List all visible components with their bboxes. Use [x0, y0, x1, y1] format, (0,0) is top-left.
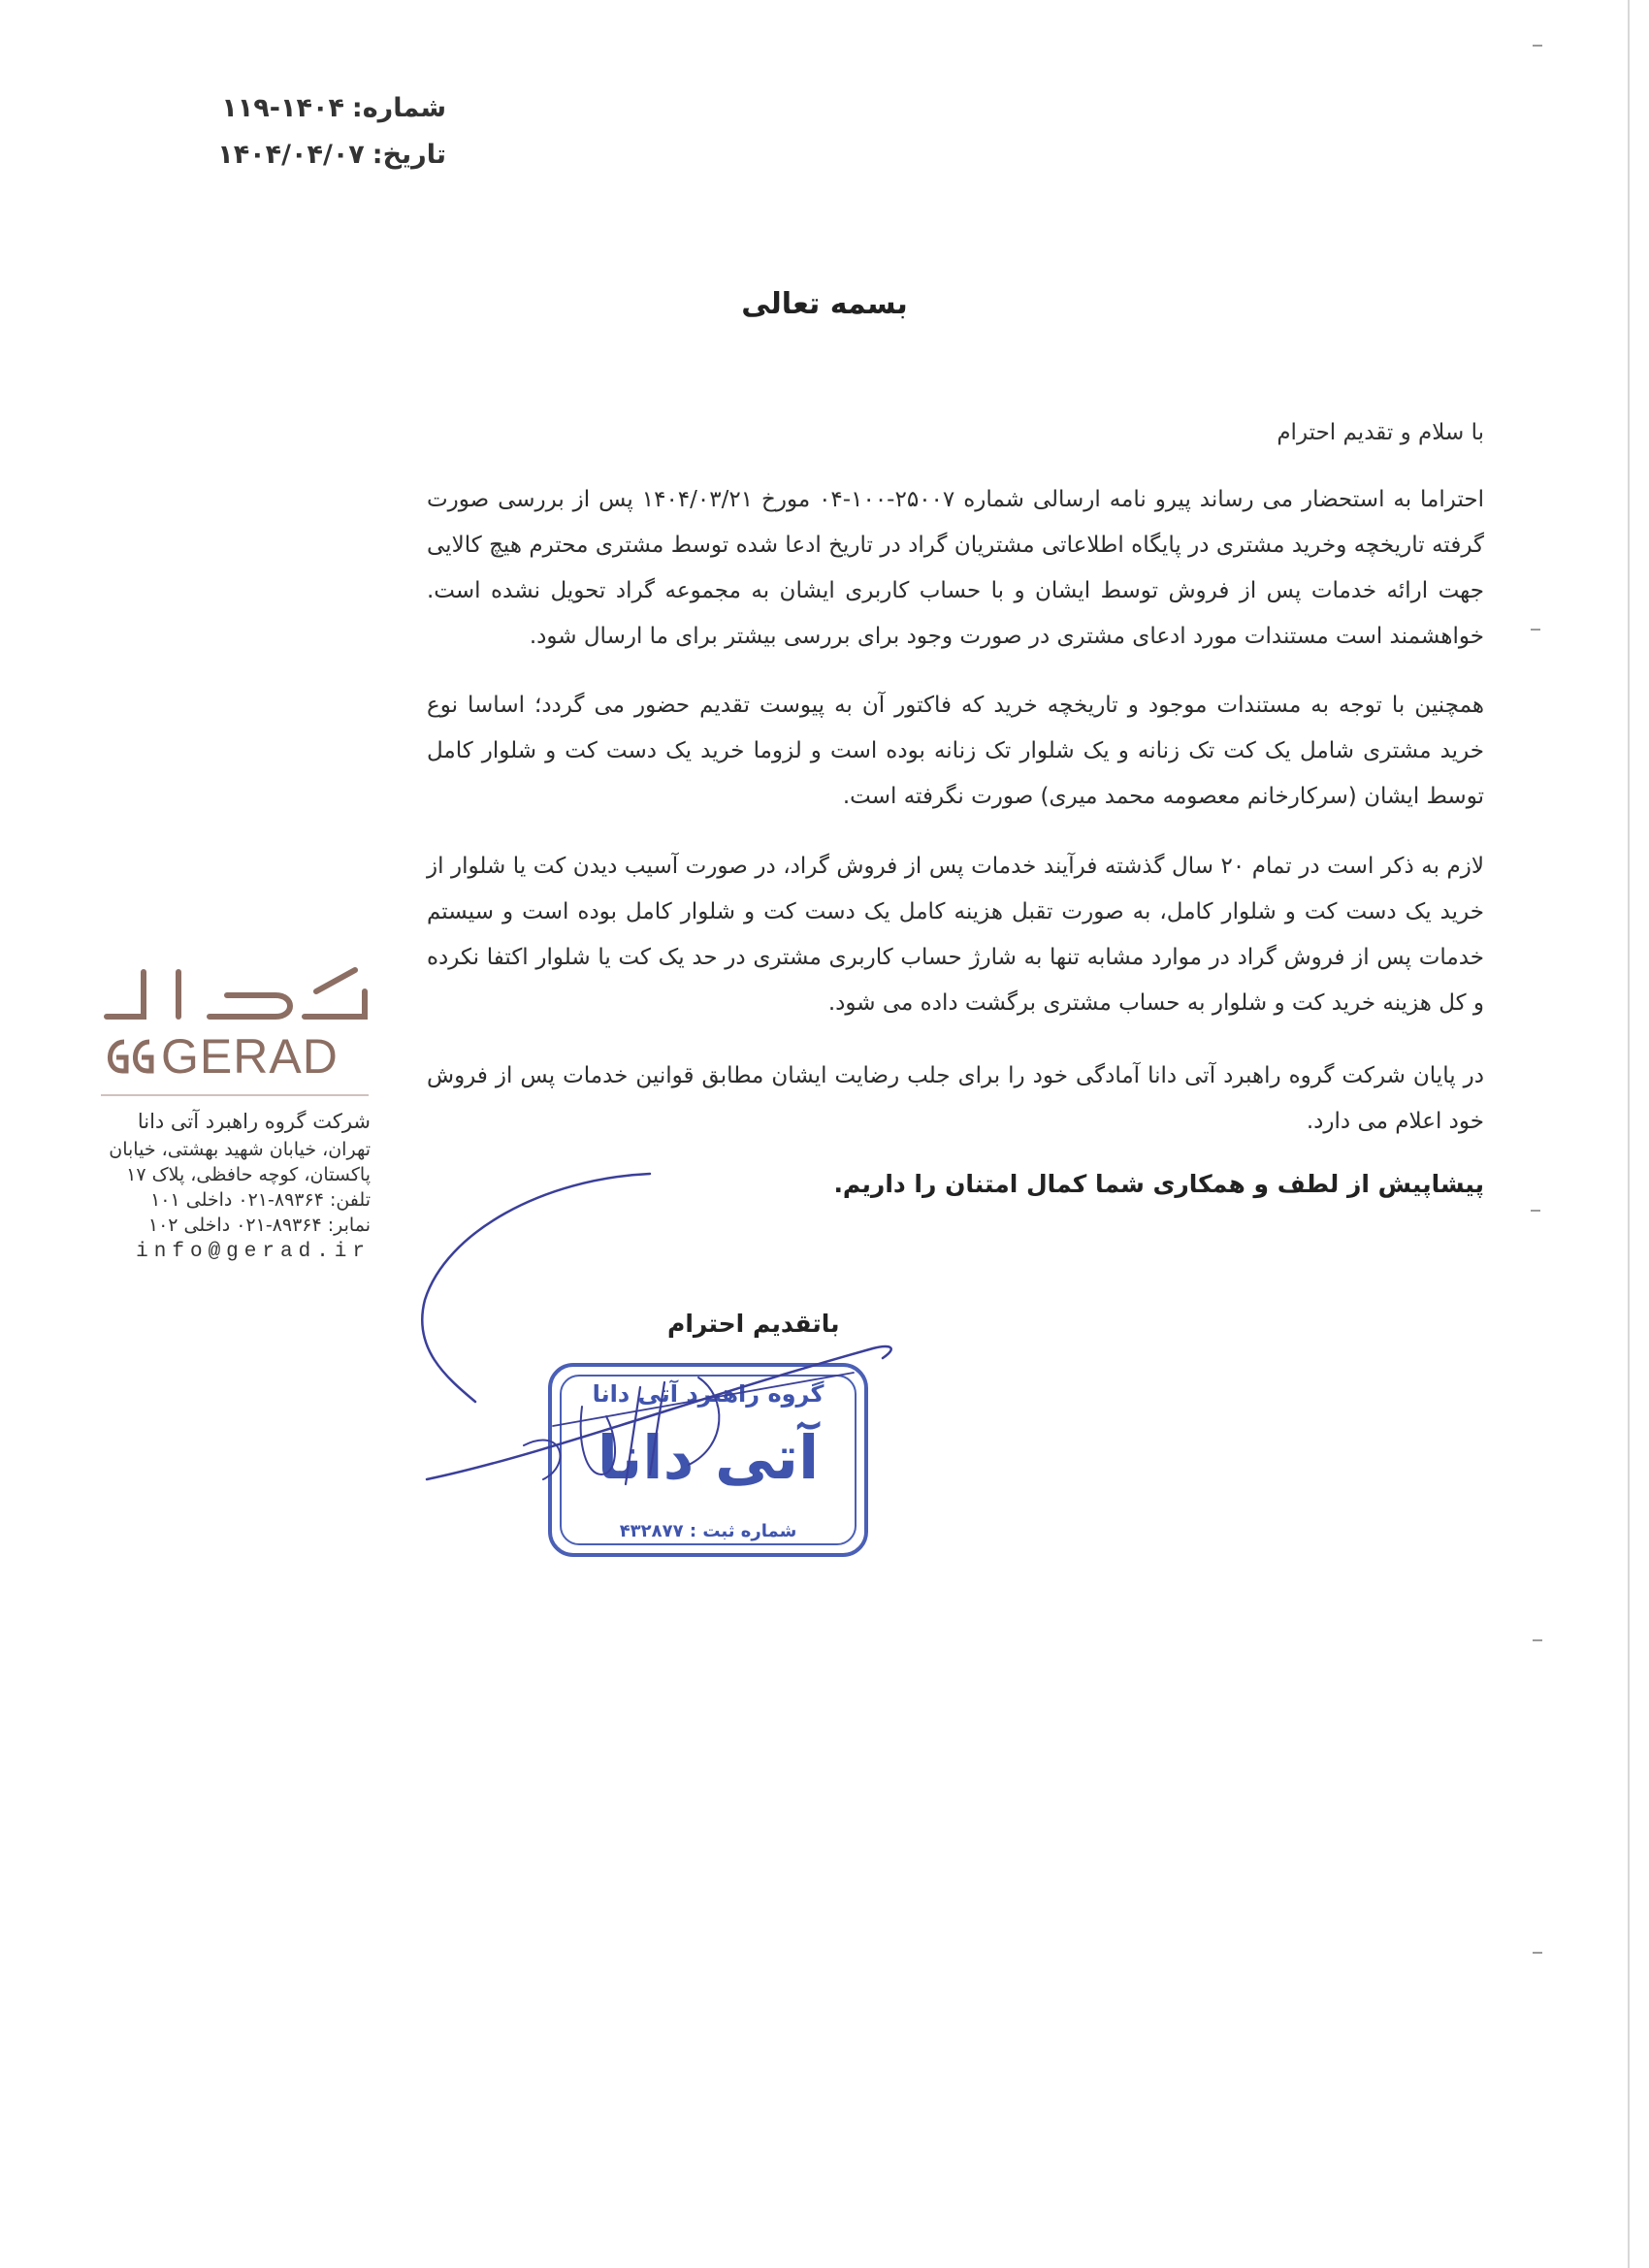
edge-mark	[1531, 629, 1540, 631]
letter-number-label: شماره:	[351, 93, 446, 123]
company-email: info@gerad.ir	[136, 1241, 371, 1263]
letter-number: ۱۴۰۴-۱۱۹	[221, 93, 344, 123]
address-line-2: پاکستان، کوچه حافظی، پلاک ۱۷	[126, 1164, 371, 1185]
letter-meta	[210, 85, 446, 178]
letter-date: ۱۴۰۴/۰۴/۰۷	[217, 140, 365, 170]
stamp-registration: شماره ثبت : ۴۳۲۸۷۷	[619, 1521, 797, 1541]
letter-paragraph-2: همچنین با توجه به مستندات موجود و تاریخچه خرید که فاکتور آن به پیوست تقدیم حضور می گردد؛ اساسا نوع خرید مشتری شامل یک کت تک زنانه و یک شلوار تک زنانه بوده است و لزوما خرید یک دست کت و شلوار کامل توسط ایشان (سرکارخانم معصومه محمد میری) صورت نگرفته است.	[427, 693, 1484, 809]
fax-number: نمابر: ۸۹۳۶۴-۰۲۱ داخلی ۱۰۲	[147, 1215, 371, 1236]
letter-closing: پیشاپیش از لطف و همکاری شما کمال امتنان را داریم.	[833, 1170, 1484, 1198]
gerad-english-logo-text: GERAD	[161, 1029, 339, 1084]
edge-mark	[1531, 1210, 1540, 1212]
letter-greeting: با سلام و تقدیم احترام	[1277, 420, 1484, 445]
gerad-english-logo	[101, 1028, 339, 1085]
letter-number-row	[210, 85, 446, 132]
letter-paragraph-3: لازم به ذکر است در تمام ۲۰ سال گذشته فرآیند خدمات پس از فروش گراد، در صورت آسیب دیدن کت یا شلوار از خرید یک دست کت و شلوار کامل، به صورت تقبل هزینه کامل یک دست کت و شلوار کامل بوده است و سیستم خدمات پس از فروش گراد در موارد مشابه تنها به شارژ حساب کاربری مشتری در حد یک کت یا شلوار اکتفا نکرده و کل هزینه خرید کت و شلوار به حساب مشتری برگشت داده می شود.	[427, 854, 1484, 1016]
letter-regards: باتقدیم احترام	[667, 1310, 840, 1338]
handwritten-signature	[407, 1154, 912, 1562]
page-edge	[1628, 0, 1630, 2268]
address-line-1: تهران، خیابان شهید بهشتی، خیابان	[109, 1139, 371, 1160]
edge-mark	[1533, 1952, 1542, 1954]
edge-mark	[1533, 1639, 1542, 1641]
gerad-persian-logo	[101, 962, 372, 1026]
letter-paragraph-4: در پایان شرکت گروه راهبرد آتی دانا آمادگی خود را برای جلب رضایت ایشان مطابق قوانین خدمات پس از فروش خود اعلام می دارد.	[427, 1063, 1484, 1134]
edge-mark	[1533, 45, 1542, 47]
company-name: شرکت گروه راهبرد آتی دانا	[137, 1110, 371, 1133]
letter-paragraph-1: احتراما به استحضار می رساند پیرو نامه ارسالی شماره ۲۵۰۰۷-۱۰۰-۰۴ مورخ ۱۴۰۴/۰۳/۲۱ پس از بررسی صورت گرفته تاریخچه وخرید مشتری در پایگاه اطلاعاتی مشتریان گراد در تاریخ ادعا شده توسط مشتری محترم هیچ کالایی جهت ارائه خدمات پس از فروش توسط ایشان و با حساب کاربری ایشان به مجموعه گراد تحویل نشده است. خواهشمند است مستندات مورد ادعای مشتری در صورت وجود برای بررسی بیشتر برای ما ارسال شود.	[427, 487, 1485, 649]
letter-date-row	[210, 132, 446, 178]
stamp-name: آتی دانا	[597, 1422, 820, 1493]
company-contact-block	[80, 1106, 371, 1265]
stamp-company: گروه راهبرد آتی دانا	[592, 1380, 824, 1408]
phone-number: تلفن: ۸۹۳۶۴-۰۲۱ داخلی ۱۰۱	[150, 1189, 371, 1211]
letter-date-label: تاریخ:	[372, 140, 446, 170]
letter-heading: بسمه تعالی	[741, 287, 908, 321]
logo-divider	[101, 1094, 369, 1096]
gerad-logo-mark-icon	[101, 1036, 155, 1077]
